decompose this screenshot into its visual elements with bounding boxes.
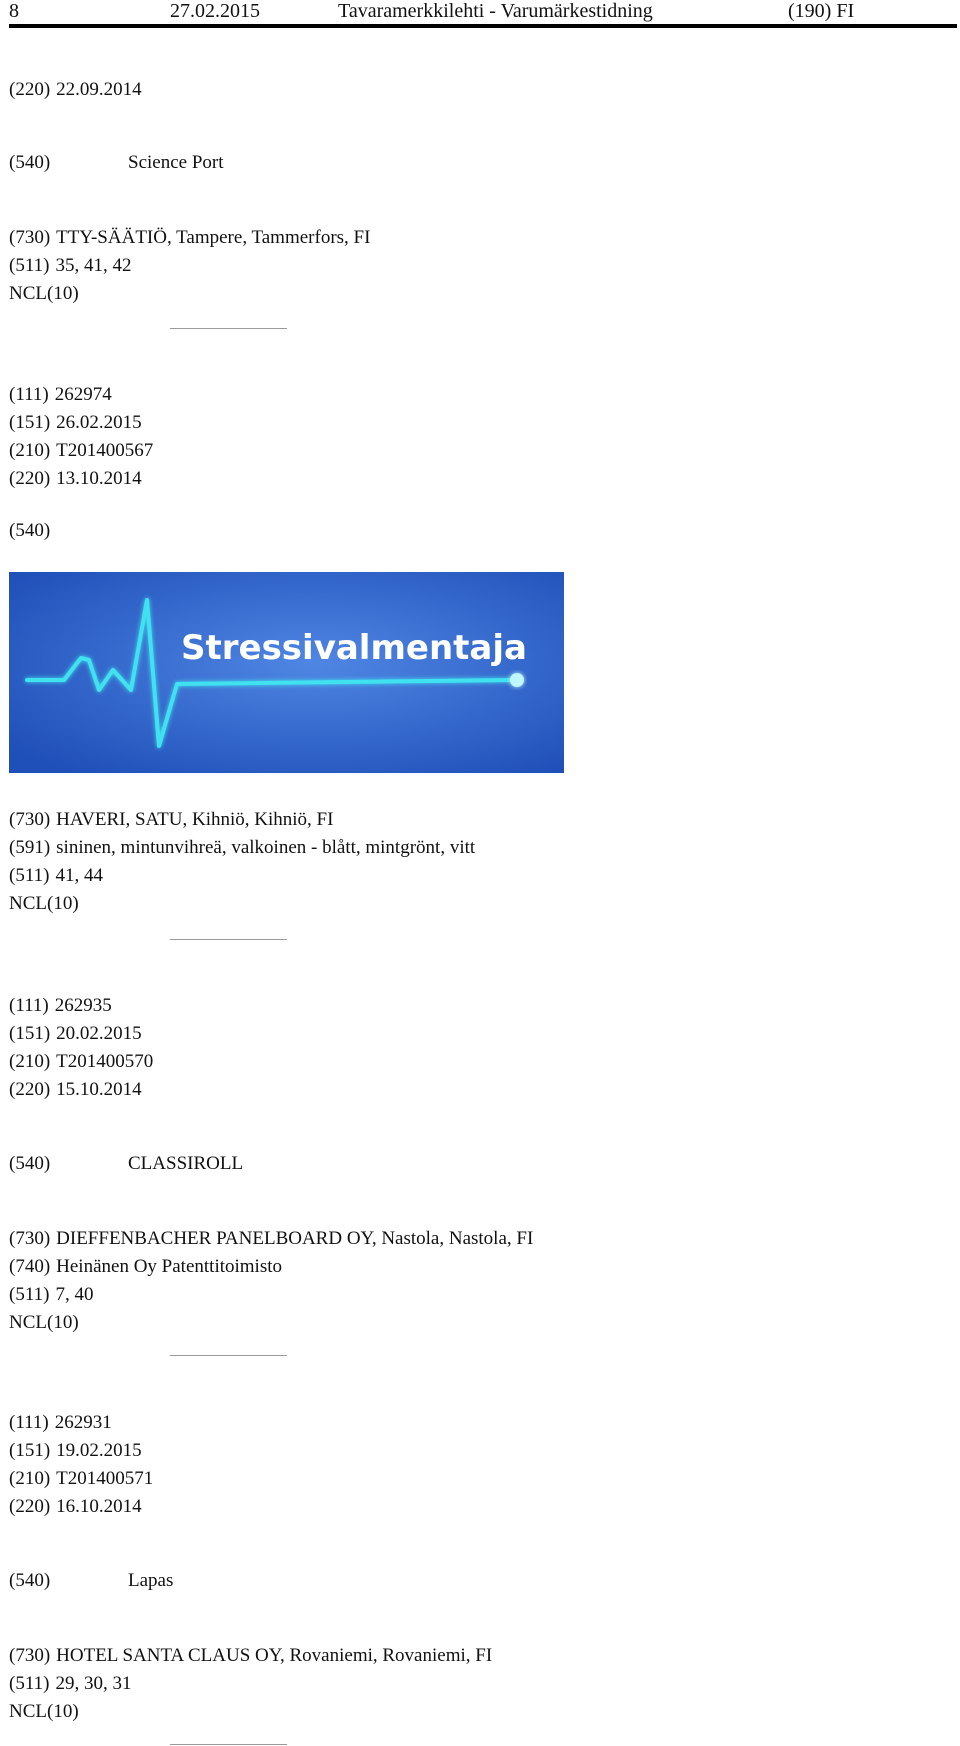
entry-separator (170, 939, 287, 940)
field-code: (730) (9, 1645, 51, 1666)
filing-date-line (9, 465, 142, 493)
ncl-line: NCL(10) (9, 1312, 79, 1333)
field-code: (151) (9, 412, 51, 433)
mark-name-line (9, 1150, 244, 1178)
field-value: 29, 30, 31 (55, 1673, 132, 1694)
field-code: (540) (9, 152, 51, 173)
field-code: (220) (9, 1496, 51, 1517)
field-code: (210) (9, 1468, 51, 1489)
reg-date-line (9, 1437, 142, 1465)
field-value: 35, 41, 42 (55, 255, 132, 276)
field-code: (151) (9, 1023, 51, 1044)
field-code: (111) (9, 995, 49, 1016)
entry-separator (170, 1355, 287, 1356)
field-code: (111) (9, 384, 49, 405)
field-value: T201400571 (56, 1468, 154, 1489)
field-code: (511) (9, 1673, 50, 1694)
filing-date-line (9, 76, 142, 104)
field-value: 20.02.2015 (56, 1023, 142, 1044)
field-code: (730) (9, 227, 51, 248)
stressivalmentaja-logo (9, 572, 564, 773)
ncl-line: NCL(10) (9, 893, 79, 914)
field-code: (540) (9, 1570, 51, 1591)
field-code: (151) (9, 1440, 51, 1461)
mark-name: Science Port (128, 152, 224, 173)
field-value: 22.09.2014 (56, 79, 142, 100)
logo-text: Stressivalmentaja (181, 628, 527, 668)
reg-date-line (9, 409, 142, 437)
field-code: (111) (9, 1412, 49, 1433)
field-code: (220) (9, 468, 51, 489)
field-code: (210) (9, 440, 51, 461)
mark-code-line: (540) (9, 520, 51, 541)
field-value: T201400570 (56, 1051, 154, 1072)
field-value: 19.02.2015 (56, 1440, 142, 1461)
owner-line (9, 224, 370, 252)
field-value: HOTEL SANTA CLAUS OY, Rovaniemi, Rovaniemi, FI (56, 1645, 493, 1666)
owner-line (9, 1642, 492, 1670)
ncl-line: NCL(10) (9, 1701, 79, 1722)
field-value: Heinänen Oy Patenttitoimisto (56, 1256, 283, 1277)
reg-number-line (9, 992, 112, 1020)
page-number: 8 (9, 0, 19, 22)
issue-date: 27.02.2015 (170, 0, 260, 22)
app-number-line (9, 1465, 153, 1493)
field-value: T201400567 (56, 440, 154, 461)
field-value: 26.02.2015 (56, 412, 142, 433)
field-value: TTY-SÄÄTIÖ, Tampere, Tammerfors, FI (56, 227, 371, 248)
mark-name-line (9, 1567, 174, 1595)
field-code: (591) (9, 837, 51, 858)
app-number-line (9, 1048, 153, 1076)
filing-date-line (9, 1076, 142, 1104)
field-code: (730) (9, 1228, 51, 1249)
field-code: (220) (9, 79, 51, 100)
heartbeat-end-dot (510, 673, 524, 687)
owner-line (9, 1225, 533, 1253)
agent-line (9, 1253, 282, 1281)
mark-name-line (9, 149, 224, 177)
field-value: 16.10.2014 (56, 1496, 142, 1517)
mark-name: Lapas (128, 1570, 174, 1591)
field-code: (740) (9, 1256, 51, 1277)
classes-line (9, 1281, 93, 1309)
classes-line (9, 1670, 131, 1698)
app-number-line (9, 437, 153, 465)
reg-number-line (9, 1409, 112, 1437)
field-value: DIEFFENBACHER PANELBOARD OY, Nastola, Nastola, FI (56, 1228, 534, 1249)
owner-line (9, 806, 333, 834)
field-code: (540) (9, 1153, 51, 1174)
field-code: (220) (9, 1079, 51, 1100)
field-value: 262931 (54, 1412, 112, 1433)
field-code: (511) (9, 1284, 50, 1305)
field-value: 262935 (54, 995, 112, 1016)
country-code: (190) FI (788, 0, 855, 22)
field-value: 15.10.2014 (56, 1079, 142, 1100)
field-value: 13.10.2014 (56, 468, 142, 489)
mark-name: CLASSIROLL (128, 1153, 244, 1174)
field-code: (511) (9, 865, 50, 886)
field-value: sininen, mintunvihreä, valkoinen - blått, mintgrönt, vitt (56, 837, 476, 858)
field-value: 41, 44 (55, 865, 103, 886)
entry-separator (170, 328, 287, 329)
reg-date-line (9, 1020, 142, 1048)
ncl-line: NCL(10) (9, 283, 79, 304)
page-header (9, 0, 957, 28)
entry-separator (170, 1744, 287, 1745)
reg-number-line (9, 381, 112, 409)
field-value: 262974 (54, 384, 112, 405)
classes-line (9, 862, 103, 890)
colors-line (9, 834, 475, 862)
field-value: 7, 40 (55, 1284, 94, 1305)
field-code: (511) (9, 255, 50, 276)
field-value: HAVERI, SATU, Kihniö, Kihniö, FI (56, 809, 334, 830)
filing-date-line (9, 1493, 142, 1521)
field-code: (730) (9, 809, 51, 830)
classes-line (9, 252, 131, 280)
publication-title: Tavaramerkkilehti - Varumärkestidning (338, 0, 653, 22)
field-code: (210) (9, 1051, 51, 1072)
